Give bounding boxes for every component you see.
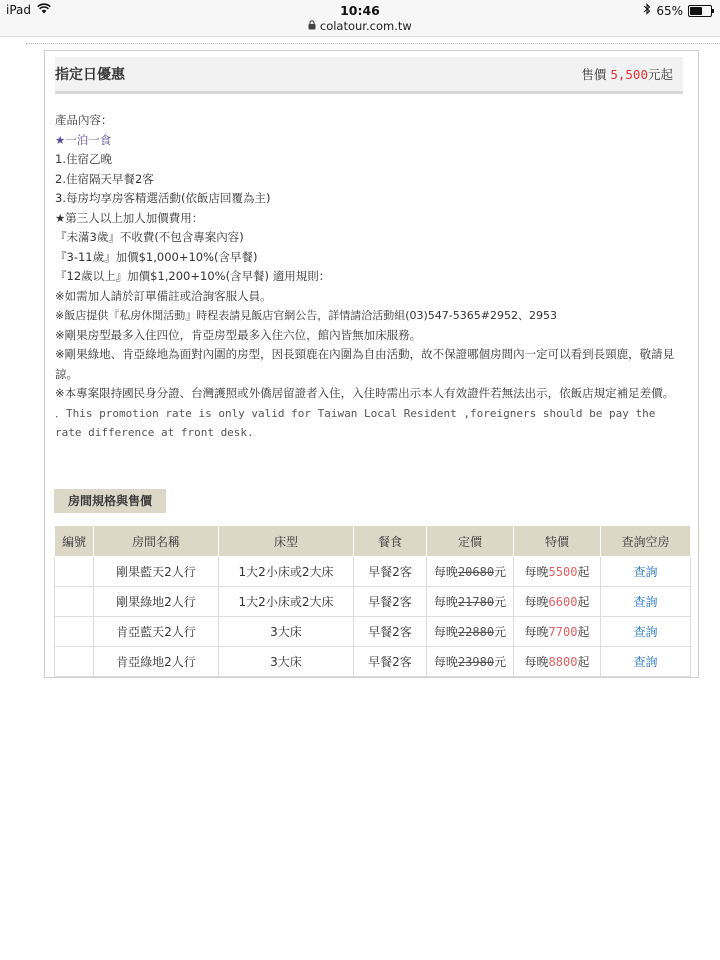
room-section-label: 房間規格與售價	[54, 489, 166, 513]
query-link[interactable]: 查詢	[633, 655, 658, 669]
list-prefix: 每晚	[433, 625, 458, 639]
url-text: colatour.com.tw	[319, 19, 412, 33]
table-row	[55, 557, 691, 587]
price-suffix: 元起	[647, 67, 673, 82]
cell-bed: 1大2小床或2大床	[219, 557, 354, 587]
desc-line: 『12歲以上』加價$1,200+10%(含早餐) 適用規則：	[55, 269, 331, 283]
table-header-row	[55, 526, 691, 557]
col-header: 編號	[55, 526, 94, 557]
sale-prefix: 每晚	[524, 565, 549, 579]
list-suffix: 元	[494, 565, 507, 579]
table-row	[55, 587, 691, 617]
cell-no	[55, 617, 94, 647]
cell-room-name: 肯亞綠地2人行	[94, 647, 219, 677]
table-row	[55, 647, 691, 677]
sale-suffix: 起	[577, 655, 590, 669]
desc-line: ★第三人以上加人加價費用：	[55, 210, 204, 225]
desc-line: 產品內容：	[55, 113, 113, 127]
cell-no	[55, 647, 94, 677]
device-label: iPad	[6, 3, 32, 17]
col-header: 餐食	[354, 526, 427, 557]
divider	[26, 43, 720, 44]
cell-no	[55, 557, 94, 587]
cell-sale-price	[514, 587, 601, 617]
desc-line: 2.住宿隔天早餐2客	[55, 171, 154, 186]
cell-sale-price	[514, 647, 601, 677]
price-label: 售價	[581, 67, 607, 82]
desc-line: ※如需加人請於訂單備註或洽詢客服人員。	[55, 288, 272, 303]
price-value: 5,500	[610, 67, 648, 82]
desc-line: ★一泊一食	[55, 132, 112, 147]
sale-prefix: 每晚	[524, 655, 549, 669]
list-suffix: 元	[494, 655, 507, 669]
cell-list-price	[427, 647, 514, 677]
cell-bed: 1大2小床或2大床	[219, 587, 354, 617]
desc-line: 『3-11歲』加價$1,000+10%(含早餐)	[55, 249, 258, 264]
cell-action	[601, 587, 691, 617]
cell-list-price	[427, 557, 514, 587]
cell-action	[601, 557, 691, 587]
status-right	[643, 3, 712, 18]
sale-suffix: 起	[577, 595, 590, 609]
lock-icon	[308, 19, 320, 33]
list-suffix: 元	[494, 625, 507, 639]
offer-panel	[44, 50, 699, 678]
list-price: 21780	[457, 595, 495, 609]
cell-room-name: 剛果綠地2人行	[94, 587, 219, 617]
sale-prefix: 每晚	[524, 625, 549, 639]
cell-room-name: 肯亞藍天2人行	[94, 617, 219, 647]
cell-meal: 早餐2客	[354, 647, 427, 677]
product-description	[55, 111, 685, 443]
desc-line: 3.每房均享房客精選活動(依飯店回覆為主)	[55, 191, 271, 205]
cell-list-price	[427, 587, 514, 617]
sale-price: 8800	[548, 655, 578, 669]
status-time: 10:46	[340, 3, 380, 18]
offer-header	[55, 57, 683, 94]
cell-action	[601, 647, 691, 677]
list-prefix: 每晚	[433, 655, 458, 669]
sale-suffix: 起	[577, 625, 590, 639]
query-link[interactable]: 查詢	[633, 595, 658, 609]
query-link[interactable]: 查詢	[633, 625, 658, 639]
col-header: 定價	[427, 526, 514, 557]
sale-suffix: 起	[577, 565, 590, 579]
cell-bed: 3大床	[219, 617, 354, 647]
cell-meal: 早餐2客	[354, 557, 427, 587]
cell-list-price	[427, 617, 514, 647]
list-price: 22880	[457, 625, 495, 639]
desc-line: 『未滿3歲』不收費(不包含專案內容)	[55, 230, 244, 244]
cell-sale-price	[514, 617, 601, 647]
sale-price: 7700	[548, 625, 578, 639]
offer-price	[581, 65, 673, 83]
list-suffix: 元	[494, 595, 507, 609]
battery-icon	[688, 5, 712, 17]
list-price: 20680	[457, 565, 495, 579]
sale-price: 5500	[548, 565, 578, 579]
sale-prefix: 每晚	[524, 595, 549, 609]
room-table	[54, 525, 691, 677]
desc-line: ．This promotion rate is only valid for Taiwan Local Resident ,foreigners should be pay the rate difference at front desk.	[55, 406, 656, 439]
desc-line: ※本專案限持國民身分證、台灣護照或外僑居留證者入住，入住時需出示本人有效證件若無法出示，依飯店規定補足差價。	[55, 386, 675, 400]
col-header: 查詢空房	[601, 526, 691, 557]
battery-percent: 65%	[656, 3, 683, 18]
list-price: 23980	[457, 655, 495, 669]
cell-no	[55, 587, 94, 617]
query-link[interactable]: 查詢	[633, 565, 658, 579]
cell-action	[601, 617, 691, 647]
list-prefix: 每晚	[433, 565, 458, 579]
offer-title: 指定日優惠	[55, 67, 125, 83]
table-row	[55, 617, 691, 647]
cell-meal: 早餐2客	[354, 587, 427, 617]
sale-price: 6600	[548, 595, 578, 609]
desc-line: ※飯店提供『私房休閒活動』時程表請見飯店官網公告，詳情請洽活動組(03)547-5365#2952、2953	[55, 309, 557, 322]
desc-line: ※剛果綠地、肯亞綠地為面對內圍的房型，因長頸鹿在內圍為自由活動，故不保證哪個房間內一定可以看到長頸鹿，敬請見諒。	[55, 347, 675, 381]
col-header: 床型	[219, 526, 354, 557]
cell-meal: 早餐2客	[354, 617, 427, 647]
status-bar	[0, 0, 720, 37]
col-header: 房間名稱	[94, 526, 219, 557]
desc-line: ※剛果房型最多入住四位，肯亞房型最多入住六位，館內皆無加床服務。	[55, 327, 422, 342]
col-header: 特價	[514, 526, 601, 557]
desc-line: 1.住宿乙晚	[55, 152, 112, 166]
cell-sale-price	[514, 557, 601, 587]
url-bar[interactable]	[0, 19, 720, 33]
cell-bed: 3大床	[219, 647, 354, 677]
cell-room-name: 剛果藍天2人行	[94, 557, 219, 587]
bluetooth-icon	[643, 3, 651, 18]
list-prefix: 每晚	[433, 595, 458, 609]
